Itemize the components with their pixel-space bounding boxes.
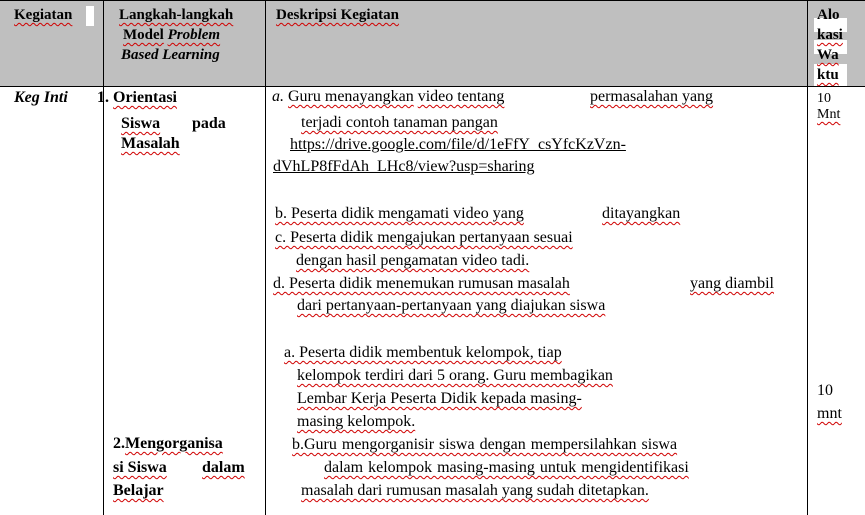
desc2-a-line2: kelompok terdiri dari 5 orang. Guru membagikan xyxy=(297,367,613,384)
desc2-a-line1: a. Peserta didik membentuk kelompok, tiap xyxy=(284,344,562,361)
column-divider xyxy=(265,0,266,515)
desc1-d-line2: dari pertanyaan-pertanyaan yang diajukan siswa xyxy=(297,297,606,314)
step2-title: 2.Mengorganisa xyxy=(113,435,223,452)
step1-line2-b: pada xyxy=(192,115,226,132)
header-alokasi-1: Alo xyxy=(817,7,840,23)
time1-unit: Mnt xyxy=(817,107,841,122)
desc1-a-line1-tail: permasalahan yang xyxy=(590,88,714,105)
desc1-c-line1: c. Peserta didik mengajukan pertanyaan sesuai xyxy=(275,229,573,246)
header-alokasi-3: Wa xyxy=(817,47,839,63)
desc1-a-line1: a. Guru menayangkan video tentang xyxy=(272,88,505,105)
table-border-top xyxy=(0,0,865,1)
desc1-b: b. Peserta didik mengamati video yang xyxy=(275,205,524,222)
column-divider xyxy=(103,0,104,515)
desc2-a-line3: Lembar Kerja Peserta Didik kepada masing- xyxy=(297,390,582,407)
desc2-b-line1: b.Guru mengorganisir siswa dengan mempersilahkan siswa xyxy=(292,436,678,453)
desc1-d-tail: yang diambil xyxy=(690,275,774,292)
desc1-b-tail: ditayangkan xyxy=(602,205,681,222)
header-divider xyxy=(0,86,865,87)
video-link[interactable]: https://drive.google.com/file/d/1eFfY_csYfcKzVzn- xyxy=(290,136,626,153)
header-kegiatan: Kegiatan xyxy=(14,7,73,23)
step1-line2-a: Siswa xyxy=(121,115,161,132)
step2-line2-b: dalam xyxy=(202,459,245,476)
header-model: Model Problem xyxy=(123,27,221,43)
step1-title: 1. Orientasi xyxy=(97,89,177,106)
time2-value: 10 xyxy=(817,382,833,399)
step1-line3: Masalah xyxy=(121,135,180,152)
desc1-d-line1: d. Peserta didik menemukan rumusan masalah xyxy=(273,275,570,292)
header-deskripsi: Deskripsi Kegiatan xyxy=(276,7,399,23)
time2-unit: mnt xyxy=(817,405,842,422)
header-alokasi-2: kasi xyxy=(817,27,843,43)
step2-line2-a: si Siswa xyxy=(113,459,167,476)
header-alokasi-4: ktu xyxy=(817,67,839,83)
header-langkah: Langkah-langkah xyxy=(119,7,234,23)
video-link-cont[interactable]: dVhLP8fFdAh_LHc8/view?usp=sharing xyxy=(273,158,535,175)
column-divider xyxy=(807,0,808,515)
step2-line3: Belajar xyxy=(113,482,164,499)
header-highlight xyxy=(86,6,94,26)
desc2-b-line3: masalah dari rumusan masalah yang sudah ditetapkan. xyxy=(301,482,649,499)
kegiatan-label: Keg Inti xyxy=(14,89,68,106)
time1-value: 10 xyxy=(817,91,831,106)
desc2-a-line4: masing kelompok. xyxy=(297,413,416,430)
header-pbl: Based Learning xyxy=(121,47,220,63)
desc1-c-line2: dengan hasil pengamatan video tadi. xyxy=(296,252,530,269)
desc2-b-line2: dalam kelompok masing-masing untuk mengidentifikasi xyxy=(324,459,689,476)
desc1-a-line2: terjadi contoh tanaman pangan xyxy=(301,114,498,131)
